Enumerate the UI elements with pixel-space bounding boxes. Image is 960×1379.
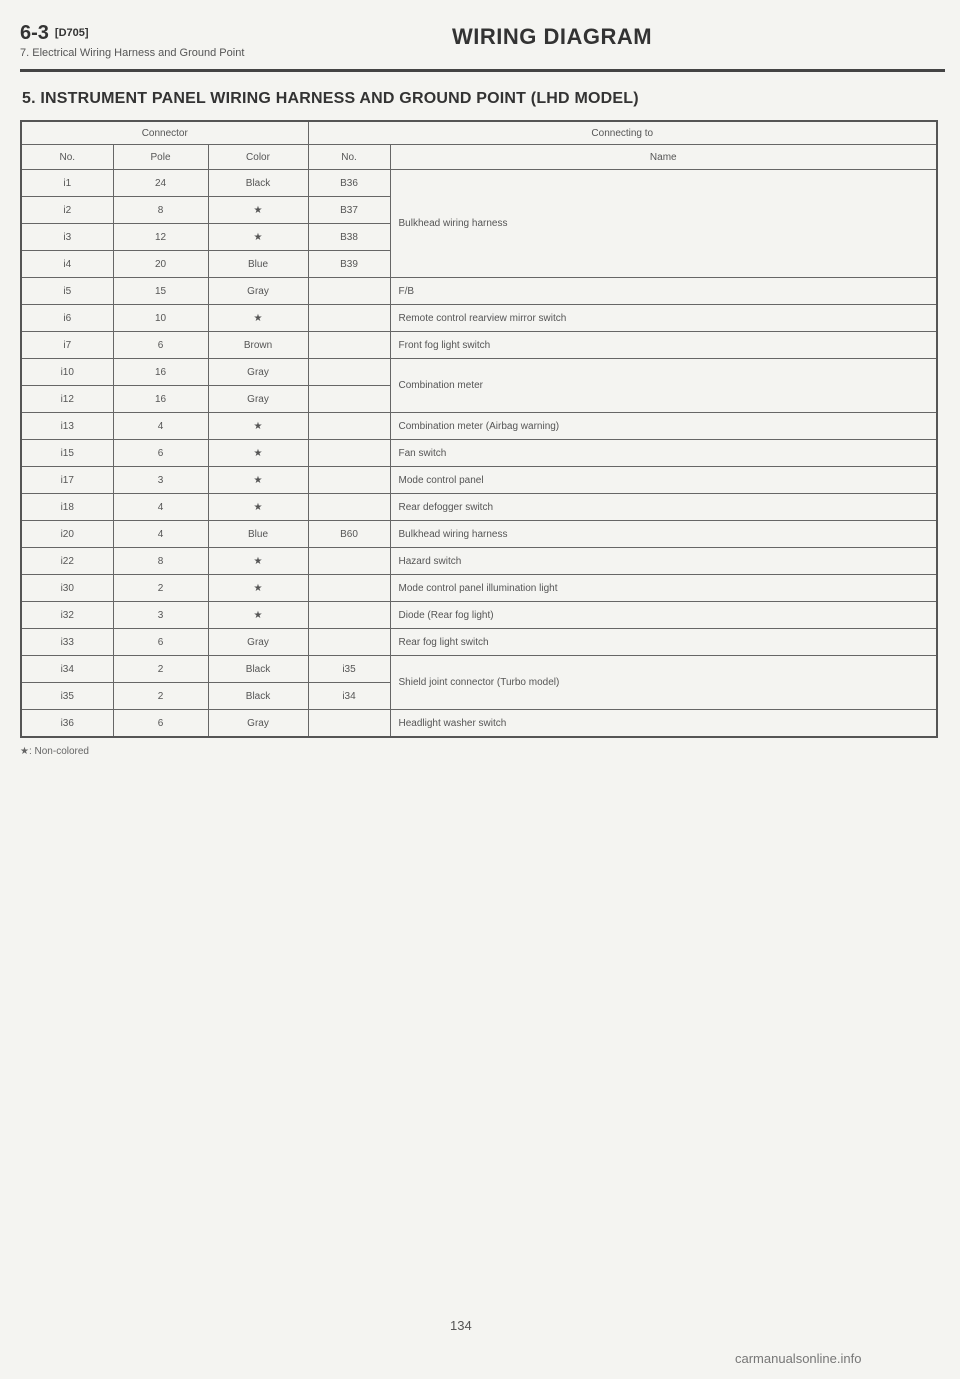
cell-pole: 15 [113, 278, 208, 305]
cell-pole: 6 [113, 332, 208, 359]
cell-color: ★ [208, 413, 308, 440]
cell-pole: 4 [113, 413, 208, 440]
cell-color: ★ [208, 305, 308, 332]
cell-pole: 10 [113, 305, 208, 332]
watermark: carmanualsonline.info [735, 1351, 862, 1366]
header-no: No. [21, 145, 113, 170]
cell-color: Black [208, 683, 308, 710]
cell-to-no [308, 575, 390, 602]
cell-no: i12 [21, 386, 113, 413]
table-row [21, 575, 937, 602]
header-connecting-to: Connecting to [308, 121, 937, 145]
footnote: ★: Non-colored [20, 746, 89, 757]
cell-no: i15 [21, 440, 113, 467]
cell-name: Bulkhead wiring harness [390, 170, 937, 278]
cell-pole: 4 [113, 521, 208, 548]
cell-to-no: B60 [308, 521, 390, 548]
cell-name: Fan switch [390, 440, 937, 467]
cell-color: ★ [208, 467, 308, 494]
cell-to-no [308, 332, 390, 359]
section-subtitle: 7. Electrical Wiring Harness and Ground Point [20, 47, 245, 59]
cell-name: Shield joint connector (Turbo model) [390, 656, 937, 710]
cell-no: i4 [21, 251, 113, 278]
table-title: 5. INSTRUMENT PANEL WIRING HARNESS AND GROUND POINT (LHD MODEL) [22, 90, 639, 107]
cell-no: i7 [21, 332, 113, 359]
table-row [21, 656, 937, 683]
cell-to-no [308, 548, 390, 575]
table-row [21, 710, 937, 738]
cell-pole: 20 [113, 251, 208, 278]
cell-name: Combination meter [390, 359, 937, 413]
cell-to-no [308, 710, 390, 738]
cell-to-no [308, 305, 390, 332]
cell-pole: 8 [113, 548, 208, 575]
cell-pole: 16 [113, 386, 208, 413]
cell-to-no [308, 629, 390, 656]
cell-no: i10 [21, 359, 113, 386]
cell-color: ★ [208, 440, 308, 467]
section-ref: [D705] [54, 27, 89, 39]
cell-to-no: B36 [308, 170, 390, 197]
table-row [21, 629, 937, 656]
cell-no: i33 [21, 629, 113, 656]
cell-no: i2 [21, 197, 113, 224]
section-title: WIRING DIAGRAM [452, 24, 653, 49]
cell-no: i30 [21, 575, 113, 602]
cell-pole: 6 [113, 629, 208, 656]
cell-name: Hazard switch [390, 548, 937, 575]
cell-color: Black [208, 170, 308, 197]
cell-no: i36 [21, 710, 113, 738]
cell-color: Brown [208, 332, 308, 359]
table-row [21, 278, 937, 305]
cell-no: i18 [21, 494, 113, 521]
header-to-no: No. [308, 145, 390, 170]
cell-pole: 12 [113, 224, 208, 251]
cell-name: Rear fog light switch [390, 629, 937, 656]
cell-to-no: i35 [308, 656, 390, 683]
cell-no: i17 [21, 467, 113, 494]
header-rule [20, 69, 945, 72]
cell-color: ★ [208, 224, 308, 251]
cell-name: Mode control panel [390, 467, 937, 494]
cell-color: Blue [208, 521, 308, 548]
cell-color: Gray [208, 278, 308, 305]
cell-name: Diode (Rear fog light) [390, 602, 937, 629]
cell-to-no [308, 386, 390, 413]
cell-no: i3 [21, 224, 113, 251]
cell-color: ★ [208, 197, 308, 224]
harness-table-wrapper [20, 120, 936, 738]
cell-pole: 16 [113, 359, 208, 386]
cell-color: ★ [208, 602, 308, 629]
cell-no: i13 [21, 413, 113, 440]
cell-pole: 8 [113, 197, 208, 224]
cell-pole: 2 [113, 575, 208, 602]
table-row [21, 305, 937, 332]
cell-name: F/B [390, 278, 937, 305]
table-row [21, 413, 937, 440]
cell-to-no [308, 413, 390, 440]
table-row [21, 332, 937, 359]
page-number: 134 [450, 1318, 472, 1333]
cell-to-no [308, 467, 390, 494]
cell-to-no [308, 494, 390, 521]
cell-no: i32 [21, 602, 113, 629]
cell-no: i20 [21, 521, 113, 548]
cell-pole: 3 [113, 467, 208, 494]
header-color: Color [208, 145, 308, 170]
table-row [21, 359, 937, 386]
cell-no: i34 [21, 656, 113, 683]
page-header [20, 22, 945, 82]
cell-color: Gray [208, 629, 308, 656]
cell-pole: 2 [113, 683, 208, 710]
cell-no: i1 [21, 170, 113, 197]
cell-to-no: i34 [308, 683, 390, 710]
table-row [21, 548, 937, 575]
cell-no: i5 [21, 278, 113, 305]
cell-to-no [308, 602, 390, 629]
cell-color: Blue [208, 251, 308, 278]
cell-pole: 6 [113, 440, 208, 467]
cell-to-no: B37 [308, 197, 390, 224]
table-row [21, 521, 937, 548]
cell-name: Bulkhead wiring harness [390, 521, 937, 548]
cell-color: Gray [208, 710, 308, 738]
cell-color: Black [208, 656, 308, 683]
table-row [21, 494, 937, 521]
cell-name: Mode control panel illumination light [390, 575, 937, 602]
section-number: 6-3 [20, 22, 49, 44]
cell-name: Headlight washer switch [390, 710, 937, 738]
table-row [21, 467, 937, 494]
cell-pole: 24 [113, 170, 208, 197]
cell-color: ★ [208, 494, 308, 521]
cell-to-no: B38 [308, 224, 390, 251]
cell-color: Gray [208, 386, 308, 413]
header-connector: Connector [21, 121, 308, 145]
cell-color: ★ [208, 575, 308, 602]
table-row [21, 170, 937, 197]
cell-pole: 6 [113, 710, 208, 738]
table-row [21, 440, 937, 467]
cell-no: i35 [21, 683, 113, 710]
cell-name: Front fog light switch [390, 332, 937, 359]
cell-name: Rear defogger switch [390, 494, 937, 521]
cell-to-no: B39 [308, 251, 390, 278]
cell-name: Combination meter (Airbag warning) [390, 413, 937, 440]
cell-to-no [308, 359, 390, 386]
cell-name: Remote control rearview mirror switch [390, 305, 937, 332]
cell-no: i6 [21, 305, 113, 332]
cell-pole: 3 [113, 602, 208, 629]
cell-to-no [308, 440, 390, 467]
cell-color: ★ [208, 548, 308, 575]
section-code [20, 22, 89, 45]
cell-pole: 2 [113, 656, 208, 683]
cell-color: Gray [208, 359, 308, 386]
header-name: Name [390, 145, 937, 170]
harness-table [20, 120, 938, 738]
cell-to-no [308, 278, 390, 305]
cell-pole: 4 [113, 494, 208, 521]
cell-no: i22 [21, 548, 113, 575]
table-row [21, 602, 937, 629]
header-pole: Pole [113, 145, 208, 170]
